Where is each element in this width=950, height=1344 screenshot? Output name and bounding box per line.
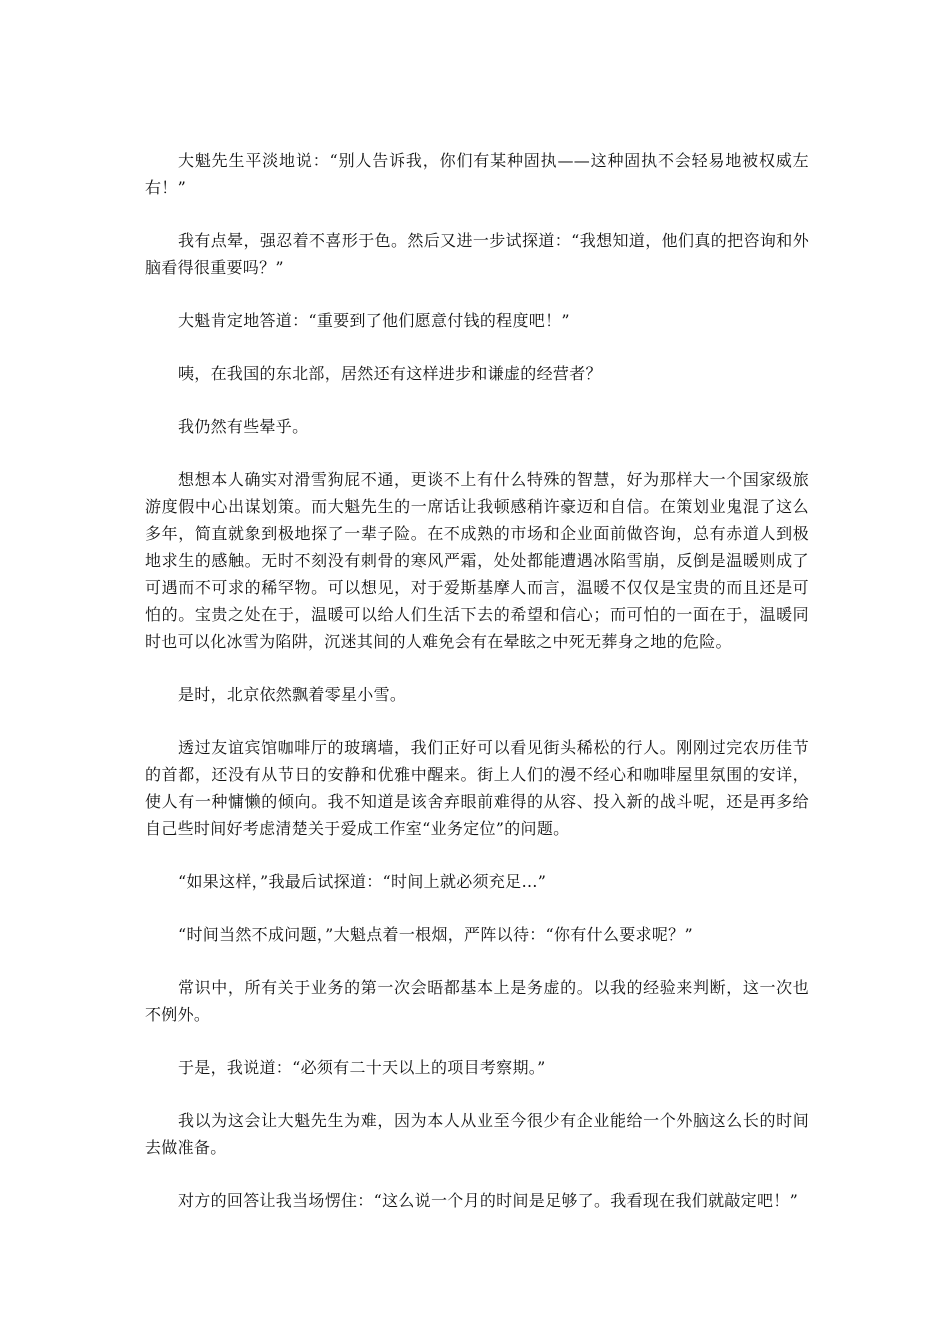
paragraph-14: 对方的回答让我当场愣住：“这么说一个月的时间是足够了。我看现在我们就敲定吧！” [178,1191,799,1210]
paragraph-4: 咦，在我国的东北部，居然还有这样进步和谦虚的经营者？ [178,364,602,383]
paragraph-1: 大魁先生平淡地说：“别人告诉我，你们有某种固执——这种固执不会轻易地被权威左右！” [145,151,809,197]
paragraph-5: 我仍然有些晕乎。 [178,417,309,436]
paragraph-7: 是时，北京依然飘着零星小雪。 [178,685,407,704]
paragraph-2: 我有点晕，强忍着不喜形于色。然后又进一步试探道：“我想知道，他们真的把咨询和外脑看得很重要吗？” [145,231,809,277]
paragraph-6: 想想本人确实对滑雪狗屁不通，更谈不上有什么特殊的智慧，好为那样大一个国家级旅游度假中心出谋划策。而大魁先生的一席话让我顿感稍许豪迈和自信。在策划业鬼混了这么多年，简直就象到极地探了一辈子险。在不成熟的市场和企业面前做咨询，总有赤道人到极地求生的感触。无时不刻没有刺骨的寒风严霜，处处都能遭遇冰陷雪崩，反倒是温暖则成了可遇而不可求的稀罕物。可以想见，对于爱斯基摩人而言，温暖不仅仅是宝贵的而且还是可怕的。宝贵之处在于，温暖可以给人们生活下去的希望和信心；而可怕的一面在于，温暖同时也可以化冰雪为陷阱，沉迷其间的人难免会有在晕眩之中死无葬身之地的危险。 [145,470,809,651]
paragraph-8: 透过友谊宾馆咖啡厅的玻璃墙，我们正好可以看见街头稀松的行人。刚刚过完农历佳节的首都，还没有从节日的安静和优雅中醒来。街上人们的漫不经心和咖啡屋里氛围的安详，使人有一种慵懒的倾向。我不知道是该舍弃眼前难得的从容、投入新的战斗呢，还是再多给自己些时间好考虑清楚关于爱成工作室“业务定位”的问题。 [145,738,809,838]
paragraph-11: 常识中，所有关于业务的第一次会晤都基本上是务虚的。以我的经验来判断，这一次也不例外。 [145,978,809,1024]
paragraph-13: 我以为这会让大魁先生为难，因为本人从业至今很少有企业能给一个外脑这么长的时间去做准备。 [145,1111,809,1157]
paragraph-9: “如果这样，”我最后试探道：“时间上就必须充足…” [178,872,547,891]
paragraph-12: 于是，我说道：“必须有二十天以上的项目考察期。” [178,1058,546,1077]
document-page [145,147,809,1240]
paragraph-10: “时间当然不成问题，”大魁点着一根烟，严阵以待：“你有什么要求呢？” [178,925,693,944]
paragraph-3: 大魁肯定地答道：“重要到了他们愿意付钱的程度吧！” [178,311,570,330]
